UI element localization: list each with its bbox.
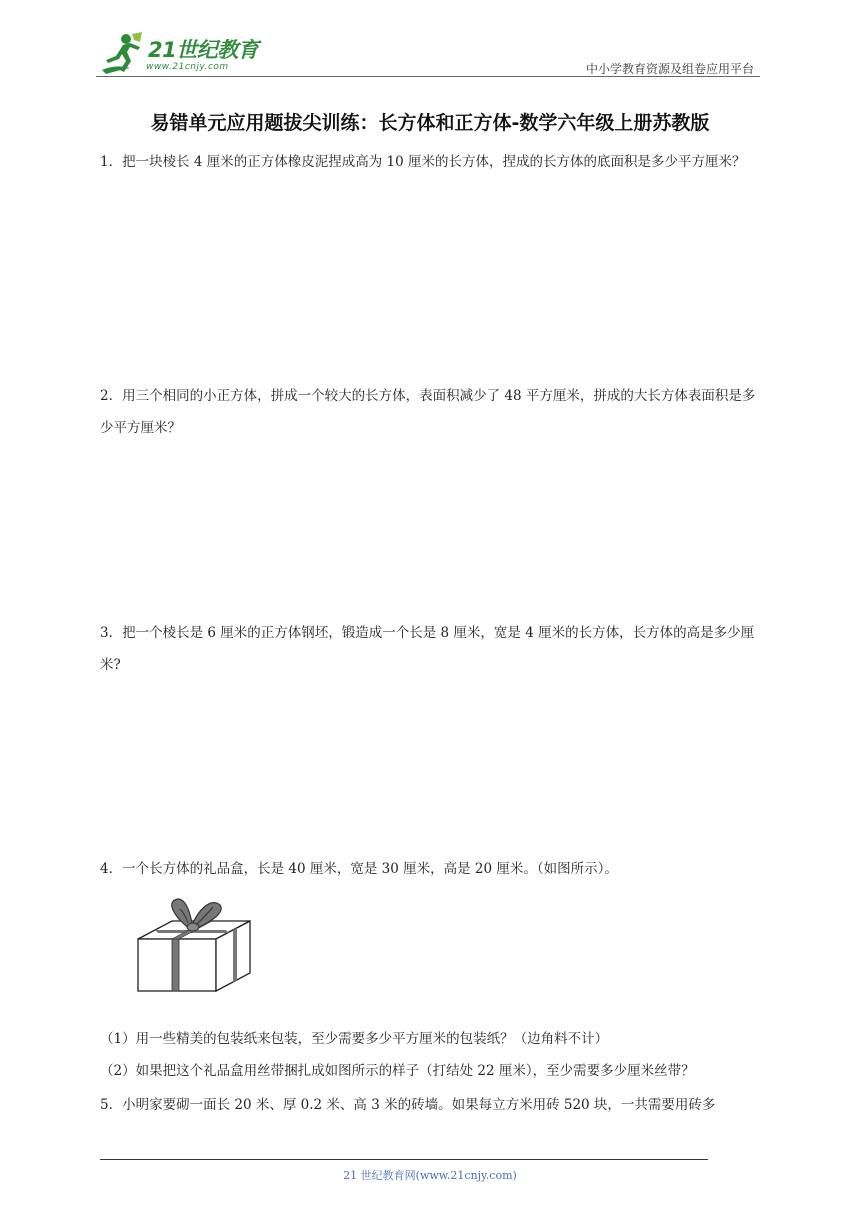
header-divider — [96, 76, 760, 77]
site-logo — [96, 30, 296, 78]
question-5: 5．小明家要砌一面长 20 米、厚 0.2 米、高 3 米的砖墙。如果每立方米用砖 520 块，一共需要用砖多 — [100, 1097, 716, 1113]
question-4-part-1: （1）用一些精美的包装纸来包装，至少需要多少平方厘米的包装纸？（边角料不计） — [100, 1031, 609, 1047]
platform-tagline: 中小学教育资源及组卷应用平台 — [585, 62, 754, 76]
question-4-part-2: （2）如果把这个礼品盒用丝带捆扎成如图所示的样子（打结处 22 厘米），至少需要多少厘米丝带？ — [100, 1063, 695, 1079]
question-3: 3．把一个棱长是 6 厘米的正方体钢坯，锻造成一个长是 8 厘米，宽是 4 厘米的长方体，长方体的高是多少厘米? — [100, 625, 755, 673]
page-footer: 21 世纪教育网(www.21cnjy.com) — [343, 1169, 517, 1182]
logo-text: 21世纪教育 — [148, 38, 259, 62]
question-1: 1．把一块棱长 4 厘米的正方体橡皮泥捏成高为 10 厘米的长方体，捏成的长方体的底面积是多少平方厘米？ — [100, 154, 746, 170]
page-header — [96, 30, 760, 80]
footer-divider — [100, 1159, 708, 1160]
gift-box-figure — [128, 893, 258, 997]
question-2: 2．用三个相同的小正方体，拼成一个较大的长方体，表面积减少了 48 平方厘米，拼成的大长方体表面积是多少平方厘米？ — [100, 388, 756, 436]
page-title: 易错单元应用题拔尖训练：长方体和正方体-数学六年级上册苏教版 — [150, 112, 710, 134]
question-4: 4．一个长方体的礼品盒，长是 40 厘米，宽是 30 厘米，高是 20 厘米。（如图所示）。 — [100, 861, 618, 877]
logo-url: www.21cnjy.com — [146, 62, 229, 72]
runner-logo-icon — [96, 30, 148, 76]
